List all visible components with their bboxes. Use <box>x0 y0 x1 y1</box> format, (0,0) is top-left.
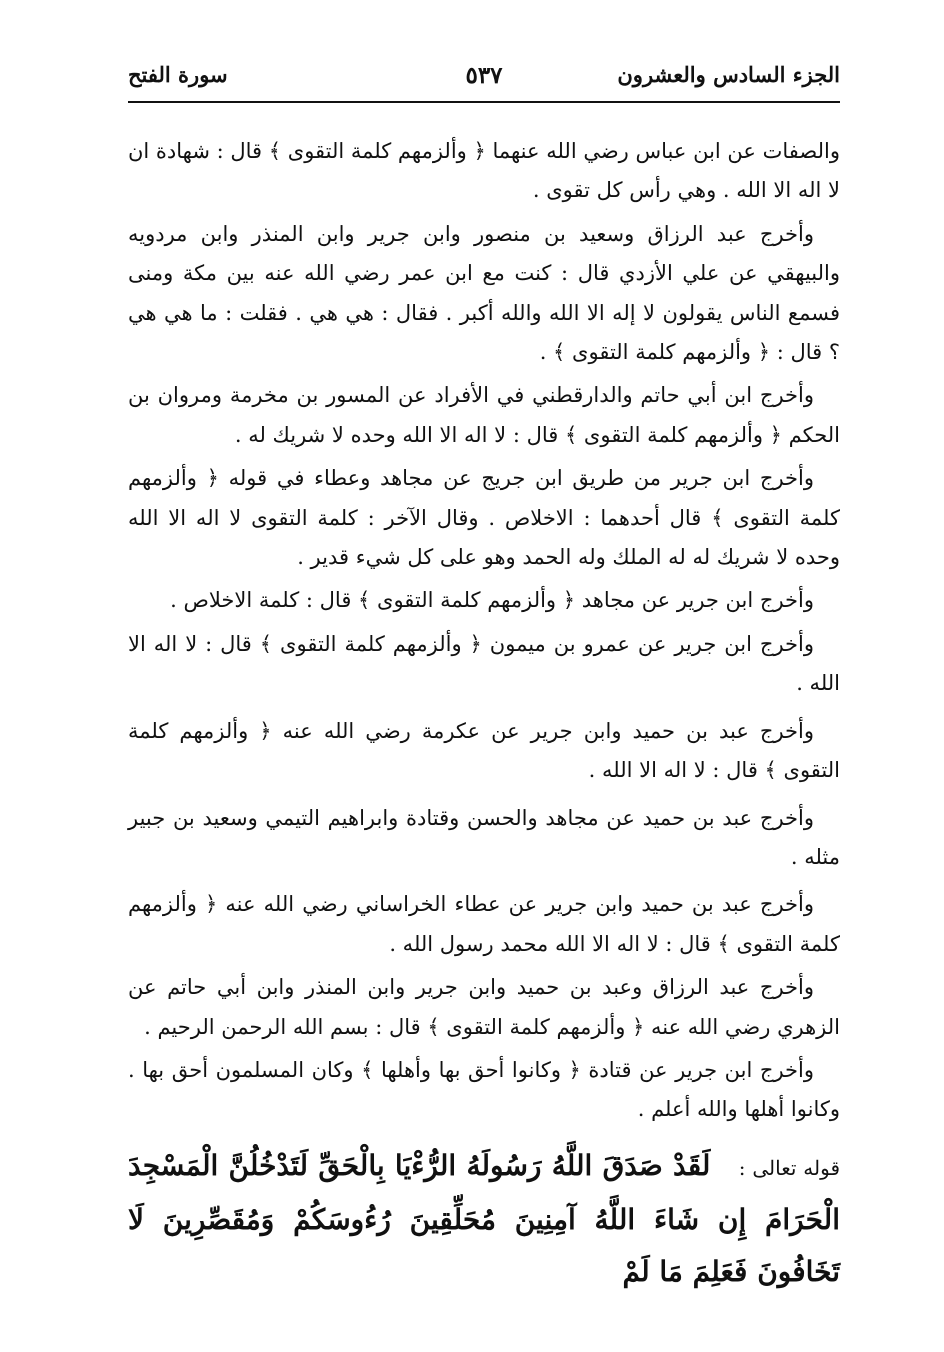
quran-verse: لَقَدْ صَدَقَ اللَّهُ رَسُولَهُ الرُّءْيَا بِالْحَقِّ لَتَدْخُلُنَّ الْمَسْجِدَ الْحَرَامَ إِن شَاءَ اللَّهُ آمِنِينَ مُحَلِّقِينَ رُءُوسَكُمْ وَمُقَصِّرِينَ لَا تَخَافُونَ فَعَلِمَ مَا لَمْ <box>128 1149 840 1288</box>
paragraph: وأخرج ابن جرير عن مجاهد ﴿ وألزمهم كلمة التقوى ﴾ قال : كلمة الاخلاص . <box>170 588 814 613</box>
paragraph: وأخرج ابن جرير من طريق ابن جريج عن مجاهد وعطاء في قوله ﴿ وألزمهم كلمة التقوى ﴾ قال أحدهما : الاخلاص . وقال الآخر : كلمة التقوى لا اله الا الله وحده لا شريك له له الملك وله الحمد وهو على كل شيء قدير . <box>128 466 840 570</box>
header-divider <box>128 101 840 103</box>
page-number: ٥٣٧ <box>465 62 503 89</box>
verse-intro: قوله تعالى : <box>738 1156 841 1180</box>
paragraph: وأخرج عبد الرزاق وعبد بن حميد وابن جرير وابن المنذر وابن أبي حاتم عن الزهري رضي الله عنه ﴿ وألزمهم كلمة التقوى ﴾ قال : بسم الله الرحمن الرحيم . <box>128 975 840 1039</box>
body-text <box>128 132 840 1134</box>
part-title: الجزء السادس والعشرون <box>617 62 840 87</box>
paragraph: وأخرج عبد الرزاق وسعيد بن منصور وابن جرير وابن المنذر وابن مردويه والبيهقي عن علي الأزدي قال : كنت مع ابن عمر رضي الله عنه بين مكة ومنى فسمع الناس يقولون لا إله الا الله والله أكبر . فقال : هي هي . فقلت : ما هي هي ؟ قال : ﴿ وألزمهم كلمة التقوى ﴾ . <box>128 221 840 365</box>
paragraph: وأخرج عبد بن حميد عن مجاهد والحسن وقتادة وابراهيم التيمي وسعيد بن جبير مثله . <box>128 805 840 869</box>
paragraph: وأخرج ابن جرير عن عمرو بن ميمون ﴿ وألزمهم كلمة التقوى ﴾ قال : لا اله الا الله . <box>128 631 840 696</box>
quran-verse-block <box>128 1140 840 1298</box>
page-header <box>128 52 840 98</box>
paragraph: والصفات عن ابن عباس رضي الله عنهما ﴿ وألزمهم كلمة التقوى ﴾ قال : شهادة ان لا اله الا الله . وهي رأس كل تقوى . <box>128 139 840 203</box>
paragraph: وأخرج ابن أبي حاتم والدارقطني في الأفراد عن المسور بن مخرمة ومروان بن الحكم ﴿ وألزمهم كلمة التقوى ﴾ قال : لا اله الا الله وحده لا شريك له . <box>128 383 840 447</box>
surah-name: سورة الفتح <box>128 62 228 87</box>
paragraph: وأخرج ابن جرير عن قتادة ﴿ وكانوا أحق بها وأهلها ﴾ وكان المسلمون أحق بها . وكانوا أهلها والله أعلم . <box>128 1057 840 1122</box>
paragraph: وأخرج عبد بن حميد وابن جرير عن عكرمة رضي الله عنه ﴿ وألزمهم كلمة التقوى ﴾ قال : لا اله الا الله . <box>128 718 840 783</box>
paragraph: وأخرج عبد بن حميد وابن جرير عن عطاء الخراساني رضي الله عنه ﴿ وألزمهم كلمة التقوى ﴾ قال : لا اله الا الله محمد رسول الله . <box>128 892 840 956</box>
